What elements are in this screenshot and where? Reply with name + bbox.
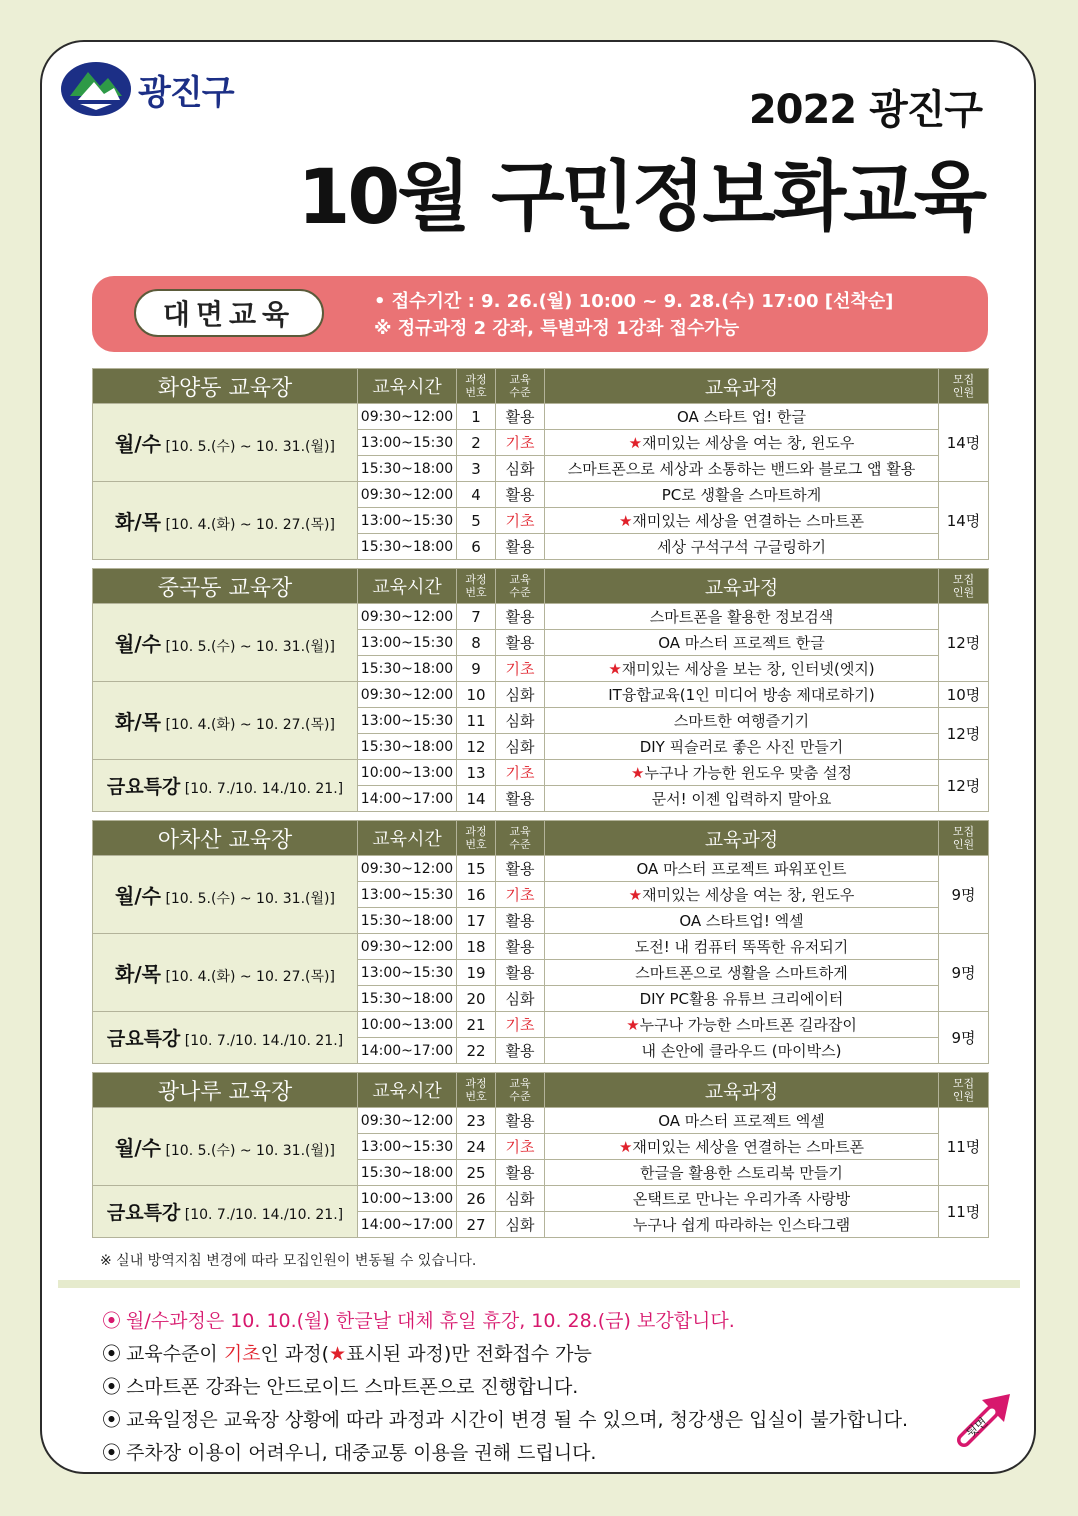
header-number-line1: 과정 (465, 373, 487, 386)
class-number: 23 (457, 1108, 496, 1134)
capacity: 11명 (939, 1186, 989, 1238)
capacity: 12명 (939, 604, 989, 682)
day-label: 금요특강 (106, 776, 181, 798)
header-capacity-line2: 인원 (952, 1090, 975, 1103)
header-level-line2: 수준 (509, 1090, 531, 1103)
course-title: 한글을 활용한 스토리북 만들기 (640, 1164, 843, 1182)
class-level: 기초 (496, 1134, 545, 1160)
class-level: 활용 (496, 1160, 545, 1186)
location-name: 화양동 교육장 (93, 369, 358, 404)
day-group-cell (93, 682, 358, 760)
star-icon: ★ (628, 886, 643, 904)
header-capacity-line1: 모집 (952, 825, 975, 838)
class-number: 19 (457, 960, 496, 986)
registration-limit: ※ 정규과정 2 강좌, 특별과정 1강좌 접수가능 (374, 318, 740, 339)
class-level: 활용 (496, 908, 545, 934)
class-level: 활용 (496, 1038, 545, 1064)
header-time: 교육시간 (358, 1073, 457, 1108)
back-badge-label: 뒷면 (963, 1414, 991, 1441)
header-number-line1: 과정 (465, 573, 487, 586)
class-time: 09:30~12:00 (358, 404, 457, 430)
class-number: 1 (457, 404, 496, 430)
class-level: 기초 (496, 760, 545, 786)
class-time: 15:30~18:00 (358, 986, 457, 1012)
header-level-line1: 교육 (509, 373, 531, 386)
divider (58, 1280, 1020, 1288)
class-time: 09:30~12:00 (358, 934, 457, 960)
bullet-icon: ⦿ (102, 1343, 122, 1365)
class-number: 5 (457, 508, 496, 534)
header-course: 교육과정 (545, 1073, 939, 1108)
class-level: 활용 (496, 786, 545, 812)
day-group-cell (93, 1012, 358, 1064)
class-time: 13:00~15:30 (358, 630, 457, 656)
class-number: 26 (457, 1186, 496, 1212)
class-time: 10:00~13:00 (358, 1186, 457, 1212)
course-title: OA 마스터 프로젝트 파워포인트 (636, 860, 847, 878)
class-time: 14:00~17:00 (358, 786, 457, 812)
class-number: 24 (457, 1134, 496, 1160)
course-name (545, 456, 939, 482)
star-icon: ★ (618, 512, 633, 530)
date-range: [10. 4.(화) ~ 10. 27.(목)] (165, 517, 335, 533)
location-name: 중곡동 교육장 (93, 569, 358, 604)
course-name (545, 856, 939, 882)
table-header-row (93, 569, 989, 604)
date-range: [10. 4.(화) ~ 10. 27.(목)] (165, 717, 335, 733)
class-time: 09:30~12:00 (358, 482, 457, 508)
date-range: [10. 7./10. 14./10. 21.] (184, 1207, 344, 1223)
day-group-cell (93, 1108, 358, 1186)
class-time: 10:00~13:00 (358, 1012, 457, 1038)
class-time: 13:00~15:30 (358, 882, 457, 908)
capacity: 12명 (939, 760, 989, 812)
class-number: 6 (457, 534, 496, 560)
day-group-cell (93, 934, 358, 1012)
course-title: 재미있는 세상을 보는 창, 인터넷(엣지) (621, 660, 875, 678)
date-range: [10. 7./10. 14./10. 21.] (184, 1033, 344, 1049)
header-course: 교육과정 (545, 369, 939, 404)
class-level: 활용 (496, 856, 545, 882)
class-number: 12 (457, 734, 496, 760)
header-time: 교육시간 (358, 569, 457, 604)
course-name (545, 482, 939, 508)
course-name (545, 908, 939, 934)
table-row (93, 604, 989, 630)
header-level-line2: 수준 (509, 386, 531, 399)
header-course: 교육과정 (545, 821, 939, 856)
location-name: 광나루 교육장 (93, 1073, 358, 1108)
header-number-line1: 과정 (465, 1077, 487, 1090)
date-range: [10. 5.(수) ~ 10. 31.(월)] (165, 439, 335, 455)
course-title: 스마트폰으로 세상과 소통하는 밴드와 블로그 앱 활용 (567, 460, 916, 478)
note-phone-registration: ⦿ 교육수준이 기초인 과정(★표시된 과정)만 전화접수 가능 (102, 1338, 908, 1371)
class-number: 25 (457, 1160, 496, 1186)
class-number: 11 (457, 708, 496, 734)
course-name (545, 960, 939, 986)
bullet-icon: ⦿ (102, 1409, 122, 1431)
class-time: 15:30~18:00 (358, 656, 457, 682)
header-time: 교육시간 (358, 821, 457, 856)
course-name (545, 1134, 939, 1160)
class-level: 활용 (496, 960, 545, 986)
class-level: 심화 (496, 1212, 545, 1238)
class-level: 기초 (496, 430, 545, 456)
day-group-cell (93, 404, 358, 482)
header-number-line2: 번호 (465, 586, 487, 599)
year-title: 2022 광진구 (748, 87, 982, 133)
class-time: 13:00~15:30 (358, 508, 457, 534)
date-range: [10. 5.(수) ~ 10. 31.(월)] (165, 639, 335, 655)
course-name (545, 656, 939, 682)
capacity: 9명 (939, 1012, 989, 1064)
header-capacity (939, 369, 989, 404)
star-icon: ★ (329, 1343, 347, 1365)
class-number: 9 (457, 656, 496, 682)
schedule-table (92, 820, 989, 1064)
class-level: 활용 (496, 404, 545, 430)
course-title: OA 마스터 프로젝트 한글 (658, 634, 825, 652)
header-capacity-line1: 모집 (952, 573, 975, 586)
class-level: 활용 (496, 630, 545, 656)
header-level (496, 1073, 545, 1108)
course-title: DIY 픽슬러로 좋은 사진 만들기 (639, 738, 844, 756)
capacity: 9명 (939, 856, 989, 934)
day-group-cell (93, 604, 358, 682)
class-number: 16 (457, 882, 496, 908)
class-number: 20 (457, 986, 496, 1012)
course-title: OA 스타트 업! 한글 (676, 408, 807, 426)
course-name (545, 1108, 939, 1134)
course-title: 재미있는 세상을 연결하는 스마트폰 (632, 512, 865, 530)
class-level: 활용 (496, 1108, 545, 1134)
course-title: 누구나 가능한 스마트폰 길라잡이 (639, 1016, 857, 1034)
header-level (496, 569, 545, 604)
class-time: 13:00~15:30 (358, 708, 457, 734)
class-number: 10 (457, 682, 496, 708)
course-title: 스마트한 여행즐기기 (673, 712, 810, 730)
class-number: 7 (457, 604, 496, 630)
class-level: 기초 (496, 1012, 545, 1038)
note-android: ⦿ 스마트폰 강좌는 안드로이드 스마트폰으로 진행합니다. (102, 1371, 908, 1404)
class-time: 09:30~12:00 (358, 856, 457, 882)
class-number: 14 (457, 786, 496, 812)
capacity: 14명 (939, 404, 989, 482)
class-number: 17 (457, 908, 496, 934)
table-row (93, 682, 989, 708)
class-level: 기초 (496, 882, 545, 908)
class-number: 22 (457, 1038, 496, 1064)
day-label: 금요특강 (106, 1202, 181, 1224)
table-row (93, 760, 989, 786)
course-name (545, 1038, 939, 1064)
table-row (93, 1012, 989, 1038)
class-time: 14:00~17:00 (358, 1038, 457, 1064)
header-level-line1: 교육 (509, 573, 531, 586)
header-number (457, 1073, 496, 1108)
table-header-row (93, 369, 989, 404)
header-level (496, 821, 545, 856)
course-title: 스마트폰으로 생활을 스마트하게 (635, 964, 848, 982)
class-time: 09:30~12:00 (358, 1108, 457, 1134)
schedule-table (92, 1072, 989, 1238)
class-number: 3 (457, 456, 496, 482)
header-number-line1: 과정 (465, 825, 487, 838)
table-header-row (93, 1073, 989, 1108)
course-title: 스마트폰을 활용한 정보검색 (649, 608, 834, 626)
course-title: 누구나 쉽게 따라하는 인스타그램 (632, 1216, 851, 1234)
header-capacity-line1: 모집 (952, 1077, 975, 1090)
day-group-cell (93, 760, 358, 812)
class-time: 13:00~15:30 (358, 960, 457, 986)
day-label: 화/목 (115, 510, 161, 534)
day-label: 월/수 (115, 1136, 161, 1160)
course-name (545, 682, 939, 708)
table-row (93, 934, 989, 960)
bullet-icon: ⦿ (102, 1376, 122, 1398)
course-title: DIY PC활용 유튜브 크리에이터 (639, 990, 844, 1008)
course-title: PC로 생활을 스마트하게 (661, 486, 822, 504)
class-time: 13:00~15:30 (358, 430, 457, 456)
header-level-line1: 교육 (509, 825, 531, 838)
header-capacity-line1: 모집 (952, 373, 975, 386)
course-name (545, 1212, 939, 1238)
header-level-line1: 교육 (509, 1077, 531, 1090)
course-title: IT융합교육(1인 미디어 방송 제대로하기) (608, 686, 875, 704)
course-title: 재미있는 세상을 여는 창, 윈도우 (642, 886, 855, 904)
course-title: 내 손안에 클라우드 (마이박스) (641, 1042, 842, 1060)
class-level: 기초 (496, 508, 545, 534)
class-time: 13:00~15:30 (358, 1134, 457, 1160)
brand-name: 광진구 (138, 72, 234, 113)
date-range: [10. 4.(화) ~ 10. 27.(목)] (165, 969, 335, 985)
course-name (545, 708, 939, 734)
course-name (545, 508, 939, 534)
day-label: 화/목 (115, 962, 161, 986)
course-name (545, 986, 939, 1012)
class-level: 활용 (496, 534, 545, 560)
day-label: 월/수 (115, 884, 161, 908)
day-group-cell (93, 856, 358, 934)
date-range: [10. 5.(수) ~ 10. 31.(월)] (165, 891, 335, 907)
header-number-line2: 번호 (465, 1090, 487, 1103)
header-time: 교육시간 (358, 369, 457, 404)
class-time: 09:30~12:00 (358, 604, 457, 630)
table-row (93, 1108, 989, 1134)
capacity: 9명 (939, 934, 989, 1012)
header-number (457, 369, 496, 404)
in-person-pill: 대면교육 (134, 289, 324, 337)
day-group-cell (93, 482, 358, 560)
header-number-line2: 번호 (465, 838, 487, 851)
course-title: 도전! 내 컴퓨터 똑똑한 유저되기 (634, 938, 849, 956)
header-level (496, 369, 545, 404)
header-level-line2: 수준 (509, 838, 531, 851)
registration-period: • 접수기간 : 9. 26.(월) 10:00 ~ 9. 28.(수) 17:00 [선착순] (374, 291, 894, 312)
course-title: 누구나 가능한 윈도우 맞춤 설정 (644, 764, 852, 782)
class-level: 기초 (496, 656, 545, 682)
capacity: 14명 (939, 482, 989, 560)
class-number: 15 (457, 856, 496, 882)
class-time: 15:30~18:00 (358, 534, 457, 560)
class-level: 심화 (496, 734, 545, 760)
table-row (93, 856, 989, 882)
day-label: 월/수 (115, 632, 161, 656)
date-range: [10. 5.(수) ~ 10. 31.(월)] (165, 1143, 335, 1159)
course-name (545, 604, 939, 630)
notes-list (102, 1305, 908, 1470)
header-course: 교육과정 (545, 569, 939, 604)
day-label: 금요특강 (106, 1028, 181, 1050)
star-icon: ★ (626, 1016, 640, 1034)
class-time: 09:30~12:00 (358, 682, 457, 708)
table-row (93, 482, 989, 508)
note-parking: ⦿ 주차장 이용이 어려우니, 대중교통 이용을 권해 드립니다. (102, 1437, 908, 1470)
course-name (545, 630, 939, 656)
schedule-table (92, 568, 989, 812)
header-capacity (939, 1073, 989, 1108)
bullet-icon: ⦿ (102, 1442, 122, 1464)
notice-bar (92, 276, 988, 352)
footnote: ※ 실내 방역지침 변경에 따라 모집인원이 변동될 수 있습니다. (100, 1253, 477, 1269)
star-icon: ★ (618, 1138, 633, 1156)
brand-logo (60, 60, 234, 118)
class-level: 심화 (496, 682, 545, 708)
table-row (93, 404, 989, 430)
course-name (545, 786, 939, 812)
class-number: 21 (457, 1012, 496, 1038)
header-level-line2: 수준 (509, 586, 531, 599)
course-name (545, 760, 939, 786)
back-side-arrow-icon (952, 1384, 1022, 1454)
gwangjin-emblem-icon (60, 60, 132, 118)
class-time: 15:30~18:00 (358, 908, 457, 934)
course-name (545, 1160, 939, 1186)
note-schedule-change: ⦿ 교육일정은 교육장 상황에 따라 과정과 시간이 변경 될 수 있으며, 청강생은 입실이 불가합니다. (102, 1404, 908, 1437)
course-title: OA 마스터 프로젝트 엑셀 (658, 1112, 825, 1130)
course-name (545, 934, 939, 960)
header-capacity (939, 569, 989, 604)
class-time: 15:30~18:00 (358, 456, 457, 482)
class-time: 15:30~18:00 (358, 734, 457, 760)
location-name: 아차산 교육장 (93, 821, 358, 856)
class-time: 10:00~13:00 (358, 760, 457, 786)
capacity: 11명 (939, 1108, 989, 1186)
day-group-cell (93, 1186, 358, 1238)
star-icon: ★ (628, 434, 643, 452)
class-level: 심화 (496, 456, 545, 482)
class-number: 2 (457, 430, 496, 456)
header-capacity-line2: 인원 (952, 586, 975, 599)
header-capacity-line2: 인원 (952, 838, 975, 851)
class-level: 활용 (496, 934, 545, 960)
course-title: 문서! 이젠 입력하지 말아요 (651, 790, 832, 808)
class-number: 13 (457, 760, 496, 786)
capacity: 12명 (939, 708, 989, 760)
schedule-table (92, 368, 989, 560)
class-level: 심화 (496, 1186, 545, 1212)
day-label: 월/수 (115, 432, 161, 456)
star-icon: ★ (608, 660, 622, 678)
header-number (457, 821, 496, 856)
course-title: 세상 구석구석 구글링하기 (657, 538, 826, 556)
class-number: 18 (457, 934, 496, 960)
course-title: 재미있는 세상을 연결하는 스마트폰 (632, 1138, 865, 1156)
course-title: OA 스타트업! 엑셀 (679, 912, 804, 930)
star-icon: ★ (631, 764, 645, 782)
course-name (545, 404, 939, 430)
class-number: 8 (457, 630, 496, 656)
class-number: 27 (457, 1212, 496, 1238)
class-time: 15:30~18:00 (358, 1160, 457, 1186)
bullet-icon: ⦿ (102, 1310, 122, 1332)
course-name (545, 534, 939, 560)
course-name (545, 1012, 939, 1038)
table-row (93, 1186, 989, 1212)
header-capacity (939, 821, 989, 856)
header-number (457, 569, 496, 604)
class-number: 4 (457, 482, 496, 508)
note-holiday: ⦿ 월/수과정은 10. 10.(월) 한글날 대체 휴일 휴강, 10. 28.(금) 보강합니다. (102, 1305, 908, 1338)
course-name (545, 1186, 939, 1212)
class-level: 활용 (496, 482, 545, 508)
course-name (545, 734, 939, 760)
day-label: 화/목 (115, 710, 161, 734)
course-name (545, 430, 939, 456)
notice-text (374, 288, 893, 342)
class-level: 활용 (496, 604, 545, 630)
date-range: [10. 7./10. 14./10. 21.] (184, 781, 344, 797)
main-title: 10월 구민정보화교육 (297, 152, 984, 241)
class-level: 심화 (496, 708, 545, 734)
table-header-row (93, 821, 989, 856)
capacity: 10명 (939, 682, 989, 708)
course-title: 재미있는 세상을 여는 창, 윈도우 (642, 434, 855, 452)
header-number-line2: 번호 (465, 386, 487, 399)
header-capacity-line2: 인원 (952, 386, 975, 399)
class-time: 14:00~17:00 (358, 1212, 457, 1238)
class-level: 심화 (496, 986, 545, 1012)
course-name (545, 882, 939, 908)
course-title: 온택트로 만나는 우리가족 사랑방 (632, 1190, 851, 1208)
